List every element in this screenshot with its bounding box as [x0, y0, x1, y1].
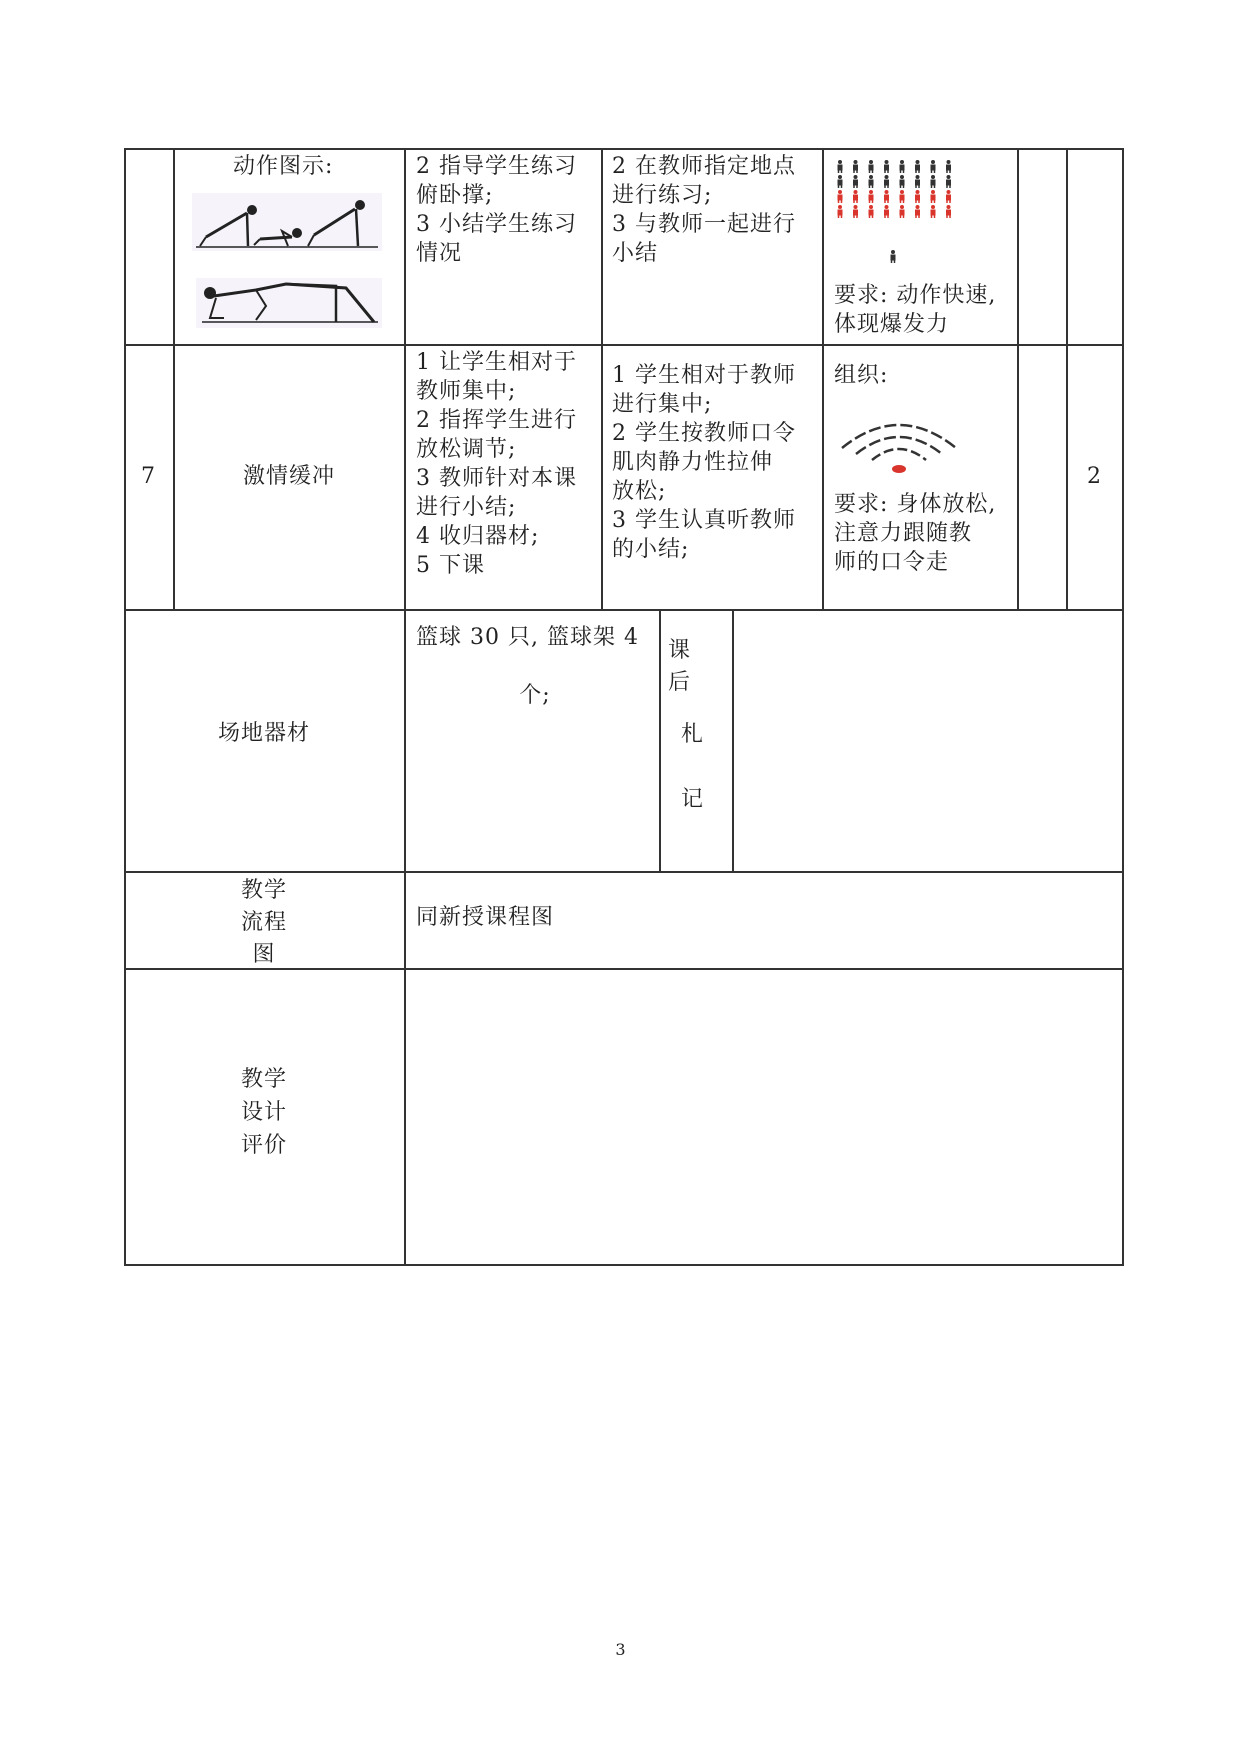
table-right-border [1122, 148, 1124, 1265]
student-figure-icon [915, 175, 920, 188]
notes-divider [732, 609, 734, 872]
equipment-divider [659, 609, 661, 872]
col-divider [1066, 148, 1068, 610]
row6-student-activities: 2 在教师指定地点 进行练习; 3 与教师一起进行 小结 [612, 154, 796, 266]
label-col-divider [404, 609, 406, 1265]
pushup-illustration-bottom [196, 278, 382, 328]
arc-formation-diagram [834, 408, 964, 480]
equipment-content: 篮球 30 只, 篮球架 4 个; [416, 625, 639, 708]
student-figure-icon [946, 205, 951, 218]
demo-label: 动作图示: [233, 154, 334, 179]
student-figure-icon [931, 205, 936, 218]
student-figure-icon [853, 190, 858, 203]
table-bottom-border [124, 1264, 1124, 1266]
col-divider [822, 148, 824, 610]
student-figure-icon [869, 175, 874, 188]
student-figure-icon [869, 160, 874, 173]
student-figure-icon [884, 175, 889, 188]
student-figure-icon [838, 190, 843, 203]
flowchart-label: 教学 流程 图 [240, 878, 287, 967]
student-figure-icon [946, 160, 951, 173]
student-figure-icon [900, 190, 905, 203]
row7-student-activities: 1 学生相对于教师 进行集中; 2 学生按教师口令 肌肉静力性拉伸 放松; 3 学生认真听教师 的小结; [612, 363, 796, 562]
row7-requirement: 要求: 身体放松, 注意力跟随教 师的口令走 [834, 492, 997, 575]
student-figure-icon [838, 160, 843, 173]
student-figure-icon [853, 175, 858, 188]
col-divider [601, 148, 603, 610]
equipment-bottom-border [124, 871, 1124, 873]
row7-teacher-activities: 1 让学生相对于 教师集中; 2 指挥学生进行 放松调节; 3 教师针对本课 进行小结; 4 收归器材; 5 下课 [416, 350, 577, 578]
student-figure-icon [900, 205, 905, 218]
col-divider [1017, 148, 1019, 610]
student-figure-icon [884, 205, 889, 218]
col-divider [404, 148, 406, 610]
student-figure-icon [838, 175, 843, 188]
col-divider [173, 148, 175, 610]
row6-teacher-activities: 2 指导学生练习 俯卧撑; 3 小结学生练习 情况 [416, 154, 577, 266]
student-figure-icon [853, 205, 858, 218]
row6-bottom-border [124, 344, 1124, 346]
student-figure-icon [946, 175, 951, 188]
row7-number: 7 [141, 464, 156, 489]
row6-requirement: 要求: 动作快速, 体现爆发力 [834, 283, 997, 337]
student-figure-icon [900, 160, 905, 173]
student-figure-icon [891, 250, 896, 263]
student-figure-icon [869, 205, 874, 218]
student-figure-icon [869, 190, 874, 203]
notes-label-char: 后 [668, 670, 692, 695]
page-number: 3 [615, 1640, 626, 1659]
formation-diagram [836, 160, 976, 275]
student-figure-icon [931, 190, 936, 203]
student-figure-icon [884, 190, 889, 203]
student-figure-icon [915, 160, 920, 173]
student-figure-icon [915, 205, 920, 218]
student-figure-icon [931, 160, 936, 173]
row7-bottom-border [124, 609, 1124, 611]
flowchart-content: 同新授课程图 [416, 905, 555, 930]
student-figure-icon [946, 190, 951, 203]
student-figure-icon [838, 205, 843, 218]
row7-name: 激情缓冲 [242, 464, 335, 489]
student-figure-icon [931, 175, 936, 188]
pushup-illustration-top [192, 193, 382, 251]
notes-label-char: 记 [681, 787, 705, 812]
row7-time: 2 [1087, 464, 1102, 489]
notes-label-char: 课 [668, 638, 692, 663]
student-figure-icon [853, 160, 858, 173]
row7-org-label: 组织: [834, 363, 889, 388]
student-figure-icon [900, 175, 905, 188]
student-figure-icon [884, 160, 889, 173]
evaluation-label: 教学 设计 评价 [240, 1067, 287, 1158]
equipment-label: 场地器材 [217, 721, 310, 746]
student-figure-icon [915, 190, 920, 203]
notes-label-char: 札 [681, 722, 705, 747]
table-top-border [124, 148, 1124, 150]
